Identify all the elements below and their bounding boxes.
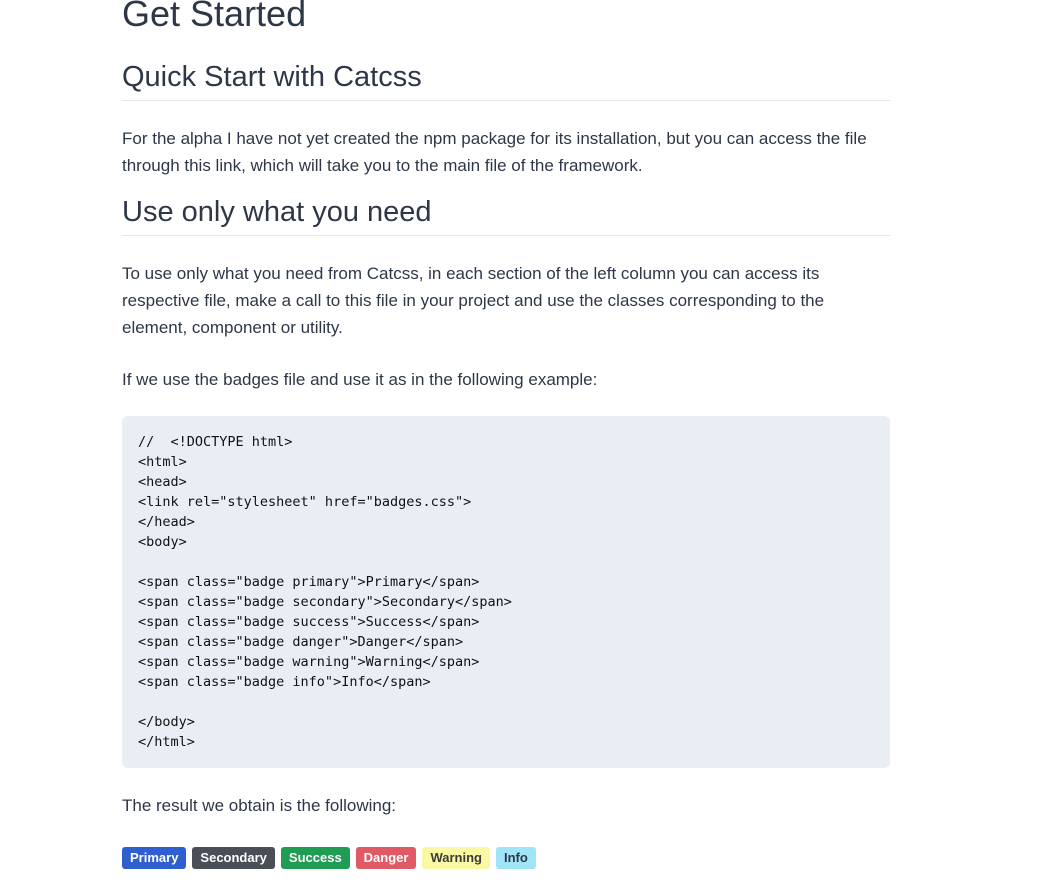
quick-start-paragraph: For the alpha I have not yet created the npm package for its installation, but you can access the file through this link, which will take you to the main file of the framework. <box>122 129 867 175</box>
badge-danger: Danger <box>356 847 417 869</box>
page-title: Get Started <box>122 0 307 34</box>
result-paragraph: The result we obtain is the following: <box>122 796 397 815</box>
example-intro-paragraph: If we use the badges file and use it as in the following example: <box>122 370 598 389</box>
quick-start-heading: Quick Start with Catcss <box>122 60 890 101</box>
badge-secondary: Secondary <box>192 847 274 869</box>
badge-success: Success <box>281 847 350 869</box>
badge-warning: Warning <box>422 847 490 869</box>
use-only-paragraph: To use only what you need from Catcss, in each section of the left column you can access its respective file, make a call to this file in your project and use the classes corresponding to the element, component or utility. <box>122 264 825 337</box>
badge-info: Info <box>496 847 536 869</box>
code-example[interactable]: // <!DOCTYPE html> <html> <head> <link rel="stylesheet" href="badges.css"> </head> <body> <span class="badge primary">Primary</span> <span class="badge secondary">Secondary</span> <span class="badge success">Success</span> <span class="badge danger">Danger</span> <span class="badge warning">Warning</span> <span class="badge info">Info</span> </body> </html> <box>122 416 890 768</box>
badge-primary: Primary <box>122 847 186 869</box>
badge-result-row <box>122 847 536 869</box>
use-only-heading: Use only what you need <box>122 195 890 236</box>
